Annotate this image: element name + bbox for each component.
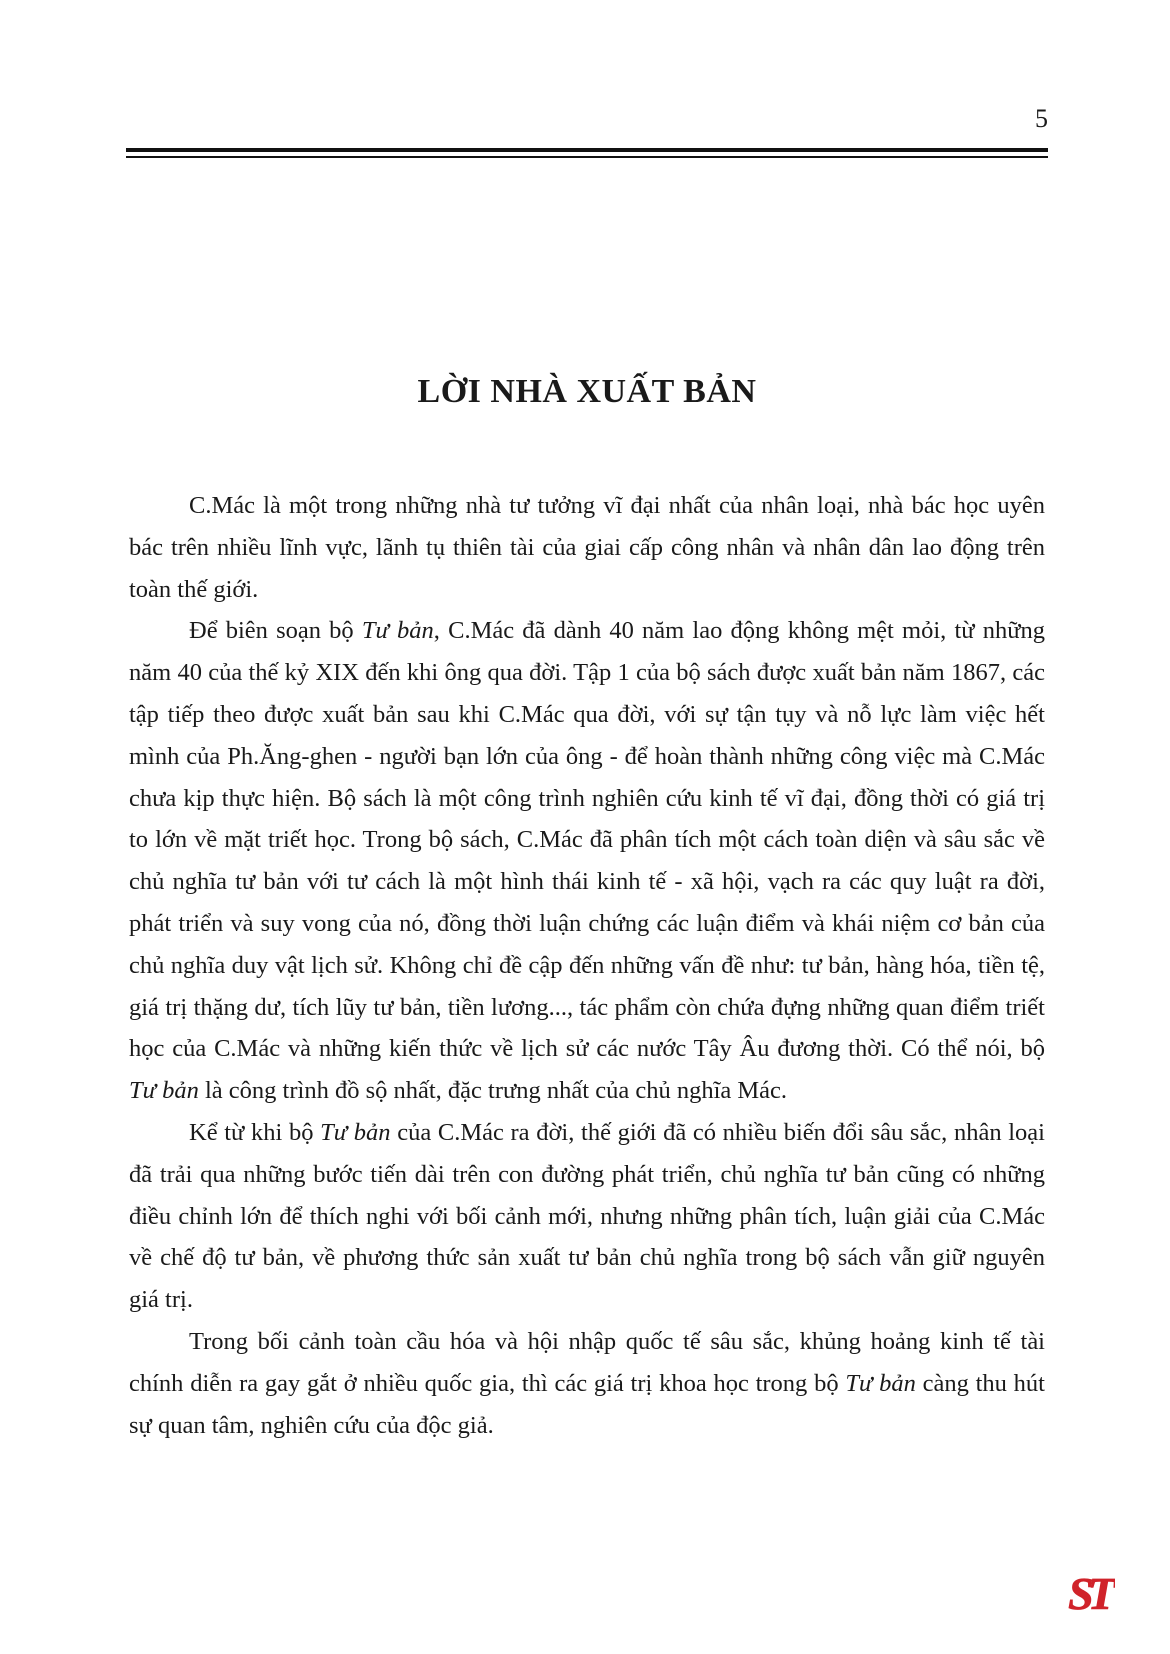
paragraph-text: càng thu hút sự quan tâm, nghiên cứu của độc giả. [129,1369,1045,1439]
paragraph-text: là công trình đồ sộ nhất, đặc trưng nhất của chủ nghĩa Mác. [198,1077,788,1105]
paragraph-2 [129,610,1045,1112]
page-number: 5 [1035,104,1048,133]
paragraph-text: của C.Mác ra đời, thế giới đã có nhiều biến đổi sâu sắc, nhân loại đã trải qua những bước tiến dài trên con đường phát triển, chủ nghĩa tư bản cũng có những điều chỉnh lớn để thích nghi với bối cảnh mới, nhưng những phân tích, luận giải của C.Mác về chế độ tư bản, về phương thức sản xuất tư bản chủ nghĩa trong bộ sách vẫn giữ nguyên giá trị. [129,1118,1045,1314]
header-rule-thick [126,148,1048,152]
publisher-logo-icon [1063,1565,1115,1617]
paragraph-4 [129,1321,1045,1446]
paragraph-1 [129,485,1045,610]
paragraph-text: C.Mác là một trong những nhà tư tưởng vĩ đại nhất của nhân loại, nhà bác học uyên bác trên nhiều lĩnh vực, lãnh tụ thiên tài của giai cấp công nhân và nhân dân lao động trên toàn thế giới. [129,492,1045,603]
book-title-italic: Tư bản [845,1369,916,1397]
book-title-italic: Tư bản [361,617,434,645]
book-title-italic: Tư bản [320,1118,391,1146]
page-title: LỜI NHÀ XUẤT BẢN [417,373,757,410]
paragraph-text: Kể từ khi bộ [189,1118,321,1146]
publisher-logo-text: ST [1068,1568,1110,1617]
body-text [129,485,1045,1446]
book-title-italic: Tư bản [129,1077,199,1105]
paragraph-text: , C.Mác đã dành 40 năm lao động không mệt mỏi, từ những năm 40 của thế kỷ XIX đến khi ông qua đời. Tập 1 của bộ sách được xuất bản năm 1867, các tập tiếp theo được xuất bản sau khi C.Mác qua đời, với sự tận tụy và nỗ lực làm việc hết mình của Ph.Ăng-ghen - người bạn lớn của ông - để hoàn thành những công việc mà C.Mác chưa kịp thực hiện. Bộ sách là một công trình nghiên cứu kinh tế vĩ đại, đồng thời có giá trị to lớn về mặt triết học. Trong bộ sách, C.Mác đã phân tích một cách toàn diện và sâu sắc về chủ nghĩa tư bản với tư cách là một hình thái kinh tế - xã hội, vạch ra các quy luật ra đời, phát triển và suy vong của nó, đồng thời luận chứng các luận điểm và khái niệm cơ bản của chủ nghĩa duy vật lịch sử. Không chỉ đề cập đến những vấn đề như: tư bản, hàng hóa, tiền tệ, giá trị thặng dư, tích lũy tư bản, tiền lương..., tác phẩm còn chứa đựng những quan điểm triết học của C.Mác và những kiến thức về lịch sử các nước Tây Âu đương thời. Có thể nói, bộ [129,617,1045,1063]
paragraph-text: Trong bối cảnh toàn cầu hóa và hội nhập quốc tế sâu sắc, khủng hoảng kinh tế tài chính diễn ra gay gắt ở nhiều quốc gia, thì các giá trị khoa học trong bộ [129,1327,1045,1397]
paragraph-3 [129,1112,1045,1321]
header-rule-thin [126,156,1048,158]
paragraph-text: Để biên soạn bộ [189,617,362,645]
